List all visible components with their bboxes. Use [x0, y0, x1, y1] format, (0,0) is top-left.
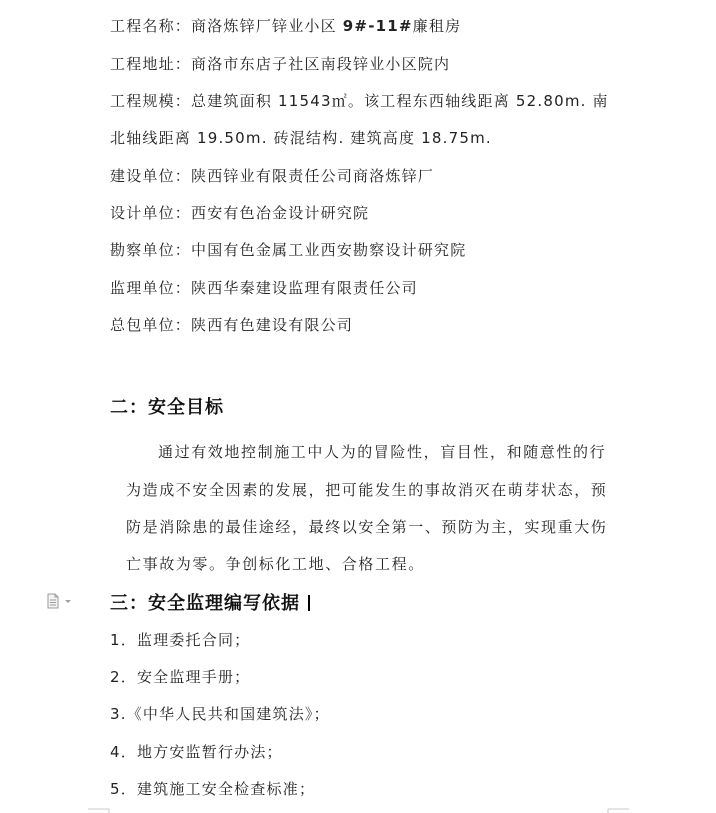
design-label: 设计单位：: [110, 204, 192, 222]
project-scale-value-line2: 北轴线距离 19.50m. 砖混结构. 建筑高度 18.75m.: [110, 129, 492, 147]
section-heading-basis-text: 三：安全监理编写依据: [110, 593, 300, 614]
design-value: 西安有色冶金设计研究院: [191, 204, 370, 222]
builder-value: 陕西锌业有限责任公司商洛炼锌厂: [191, 167, 435, 185]
builder-label: 建设单位：: [110, 167, 192, 185]
document-icon[interactable]: [46, 593, 74, 609]
project-name-value-pre: 商洛炼锌厂锌业小区: [191, 17, 343, 35]
project-name-label: 工程名称：: [110, 17, 192, 35]
project-name-value-post: 廉租房: [412, 17, 462, 35]
page-corner-mark-left: [88, 799, 110, 813]
basis-list-item: 2．安全监理手册；: [110, 668, 251, 686]
contractor-label: 总包单位：: [110, 316, 192, 334]
project-name-value-bold: 9#-11#: [342, 17, 413, 35]
safety-goal-paragraph-line-1: 通过有效地控制施工中人为的冒险性，盲目性，和随意性的行: [158, 443, 607, 461]
safety-goal-paragraph-line-4: 亡事故为零。争创标化工地、合格工程。: [126, 555, 425, 573]
survey-label: 勘察单位：: [110, 241, 192, 259]
project-name-value: [191, 17, 461, 35]
basis-list-item: 5．建筑施工安全检查标准；: [110, 780, 316, 798]
page-corner-mark-right: [607, 799, 629, 813]
text-cursor: [308, 595, 310, 611]
project-scale-value-line1: 总建筑面积 11543㎡。该工程东西轴线距离 52.80m. 南: [191, 92, 609, 110]
basis-list-item: 1．监理委托合同；: [110, 631, 251, 649]
basis-list-item: 4．地方安监暂行办法；: [110, 743, 283, 761]
section-heading-basis: [110, 592, 310, 616]
project-address-label: 工程地址：: [110, 55, 192, 73]
project-address-line: [110, 54, 450, 74]
survey-value: 中国有色金属工业西安勘察设计研究院: [191, 241, 467, 259]
builder-line: [110, 166, 434, 186]
safety-goal-paragraph-line-3: 防是消除患的最佳途经，最终以安全第一、预防为主，实现重大伤: [126, 518, 608, 536]
contractor-line: [110, 315, 353, 335]
project-scale-label: 工程规模：: [110, 92, 192, 110]
supervision-line: [110, 278, 418, 298]
project-scale-line: [110, 91, 609, 111]
survey-line: [110, 240, 466, 260]
section-heading-safety-goal: 二：安全目标: [110, 397, 224, 418]
design-line: [110, 203, 369, 223]
safety-goal-paragraph-line-2: 为造成不安全因素的发展，把可能发生的事故消灭在萌芽状态，预: [126, 481, 608, 499]
contractor-value: 陕西有色建设有限公司: [191, 316, 354, 334]
project-name-line: [110, 16, 461, 36]
basis-list-item: 3.《中华人民共和国建筑法》；: [110, 705, 330, 723]
project-address-value: 商洛市东店子社区南段锌业小区院内: [191, 55, 451, 73]
supervision-value: 陕西华秦建设监理有限责任公司: [191, 279, 418, 297]
supervision-label: 监理单位：: [110, 279, 192, 297]
project-scale-line2: [110, 128, 492, 148]
